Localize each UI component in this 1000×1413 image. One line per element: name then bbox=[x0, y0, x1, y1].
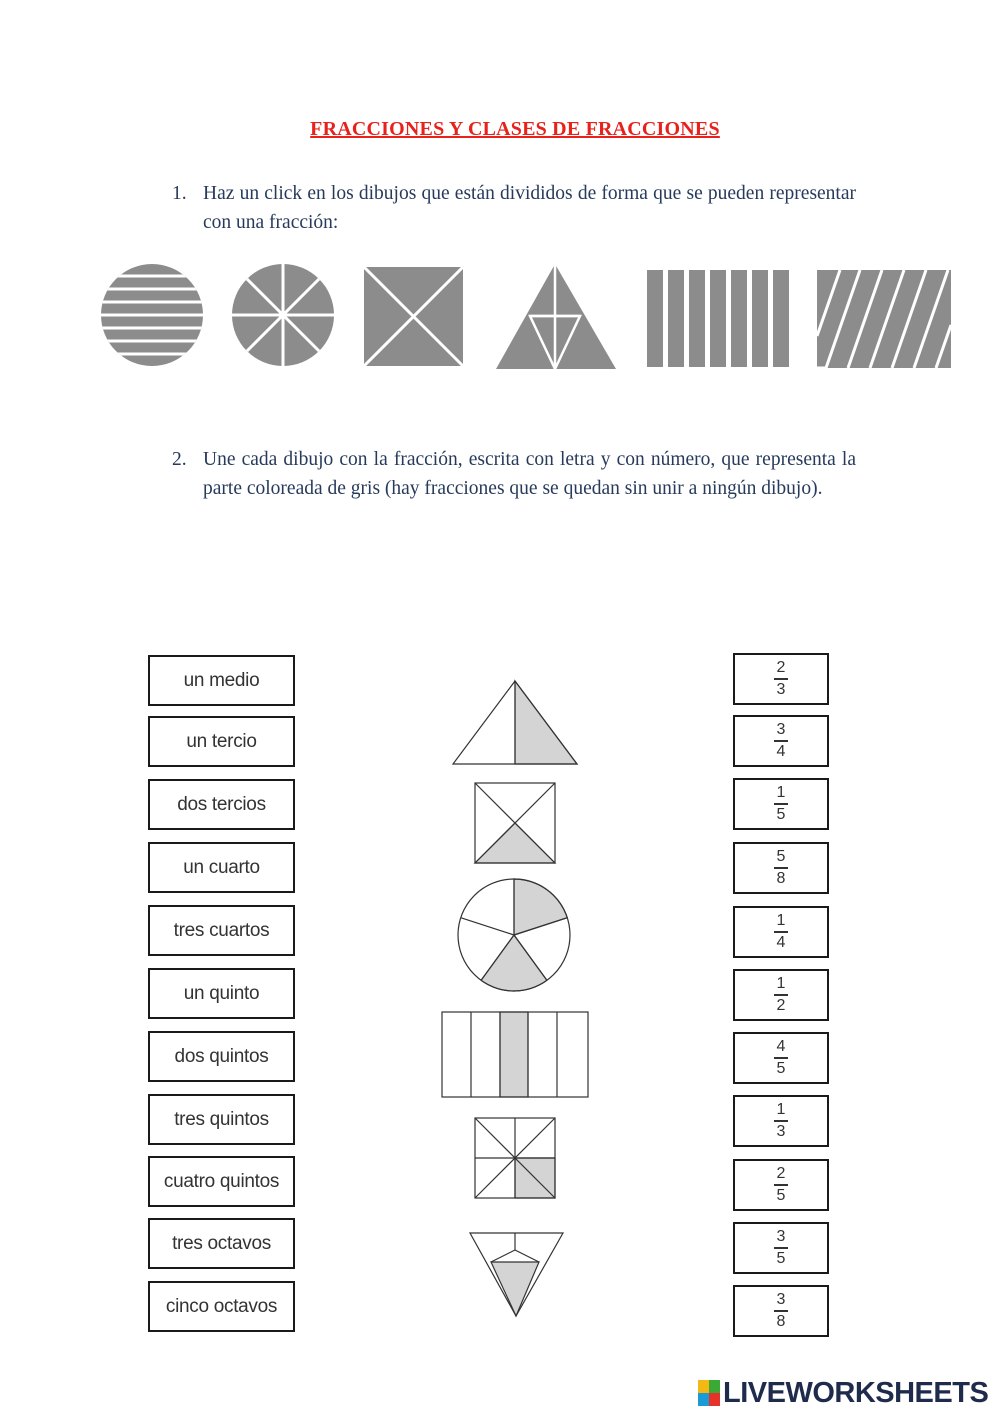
denominator: 3 bbox=[776, 1122, 786, 1140]
denominator: 4 bbox=[776, 742, 786, 760]
divided-square-shape[interactable] bbox=[364, 267, 463, 366]
denominator: 3 bbox=[776, 680, 786, 698]
numerator: 2 bbox=[776, 659, 786, 677]
instruction-number: 1. bbox=[172, 183, 187, 204]
denominator: 8 bbox=[776, 869, 786, 887]
numeric-fraction-box[interactable] bbox=[733, 1222, 829, 1274]
numerator: 1 bbox=[776, 912, 786, 930]
numerator: 3 bbox=[776, 1291, 786, 1309]
numerator: 1 bbox=[776, 1101, 786, 1119]
word-fraction-box[interactable]: dos tercios bbox=[148, 779, 295, 830]
numeric-fraction-box[interactable] bbox=[733, 1285, 829, 1337]
numeric-fraction-box[interactable] bbox=[733, 1159, 829, 1211]
numeric-fraction-box[interactable] bbox=[733, 1032, 829, 1084]
word-fraction-box[interactable]: un tercio bbox=[148, 716, 295, 767]
denominator: 8 bbox=[776, 1312, 786, 1330]
five-sector-circle-drawing[interactable] bbox=[458, 879, 570, 991]
numerator: 2 bbox=[776, 1165, 786, 1183]
word-fraction-box[interactable]: un cuarto bbox=[148, 842, 295, 893]
word-fraction-box[interactable]: tres octavos bbox=[148, 1218, 295, 1269]
fraction-bar bbox=[774, 1120, 788, 1122]
numerator: 3 bbox=[776, 721, 786, 739]
fraction-bar bbox=[774, 803, 788, 805]
vertical-bars-shape[interactable] bbox=[647, 270, 789, 367]
instruction-number: 2. bbox=[172, 449, 187, 470]
denominator: 2 bbox=[776, 996, 786, 1014]
word-fraction-box[interactable]: dos quintos bbox=[148, 1031, 295, 1082]
fraction-bar bbox=[774, 1057, 788, 1059]
word-fraction-box[interactable]: cuatro quintos bbox=[148, 1156, 295, 1207]
page-title: FRACCIONES Y CLASES DE FRACCIONES bbox=[310, 118, 720, 140]
numeric-fraction-box[interactable] bbox=[733, 1095, 829, 1147]
fraction-bar bbox=[774, 994, 788, 996]
sectored-circle-shape[interactable] bbox=[232, 264, 334, 366]
denominator: 5 bbox=[776, 1059, 786, 1077]
logo-text: LIVEWORKSHEETS bbox=[723, 1376, 989, 1409]
word-fraction-box[interactable]: un medio bbox=[148, 655, 295, 706]
numerator: 5 bbox=[776, 848, 786, 866]
numerator: 3 bbox=[776, 1228, 786, 1246]
numeric-fraction-box[interactable] bbox=[733, 778, 829, 830]
divided-triangle-shape[interactable] bbox=[496, 264, 616, 369]
eighths-square-drawing[interactable] bbox=[475, 1118, 555, 1198]
numerator: 1 bbox=[776, 784, 786, 802]
word-fraction-box[interactable]: un quinto bbox=[148, 968, 295, 1019]
denominator: 5 bbox=[776, 1249, 786, 1267]
numerator: 4 bbox=[776, 1038, 786, 1056]
striped-circle-shape[interactable] bbox=[95, 264, 210, 366]
fraction-bar bbox=[774, 740, 788, 742]
inverted-triangle-drawing[interactable] bbox=[470, 1233, 563, 1316]
instruction-text: Haz un click en los dibujos que están divididos de forma que se pueden representar con una fracción: bbox=[203, 183, 856, 233]
fraction-bar bbox=[774, 1310, 788, 1312]
numerator: 1 bbox=[776, 975, 786, 993]
liveworksheets-logo-icon bbox=[698, 1380, 720, 1406]
numeric-fraction-box[interactable] bbox=[733, 969, 829, 1021]
numeric-fraction-box[interactable] bbox=[733, 715, 829, 767]
numeric-fraction-box[interactable] bbox=[733, 906, 829, 958]
fraction-bar bbox=[774, 1247, 788, 1249]
diagonal-stripes-shape[interactable] bbox=[817, 270, 951, 368]
quarter-square-drawing[interactable] bbox=[475, 783, 555, 863]
numeric-fraction-box[interactable] bbox=[733, 653, 829, 705]
instruction-text: Une cada dibujo con la fracción, escrita con letra y con número, que representa la parte coloreada de gris (hay fracciones que se quedan sin unir a ningún dibujo). bbox=[203, 449, 856, 499]
word-fraction-box[interactable]: tres quintos bbox=[148, 1094, 295, 1145]
liveworksheets-logo bbox=[698, 1377, 988, 1409]
fraction-bar bbox=[774, 867, 788, 869]
fraction-bar bbox=[774, 678, 788, 680]
denominator: 5 bbox=[776, 1186, 786, 1204]
fraction-bar bbox=[774, 931, 788, 933]
denominator: 4 bbox=[776, 933, 786, 951]
half-triangle-drawing[interactable] bbox=[453, 681, 577, 764]
word-fraction-box[interactable]: tres cuartos bbox=[148, 905, 295, 956]
fraction-bar bbox=[774, 1184, 788, 1186]
word-fraction-box[interactable]: cinco octavos bbox=[148, 1281, 295, 1332]
vertical-strips-rect-drawing[interactable] bbox=[442, 1012, 588, 1097]
denominator: 5 bbox=[776, 805, 786, 823]
numeric-fraction-box[interactable] bbox=[733, 842, 829, 894]
